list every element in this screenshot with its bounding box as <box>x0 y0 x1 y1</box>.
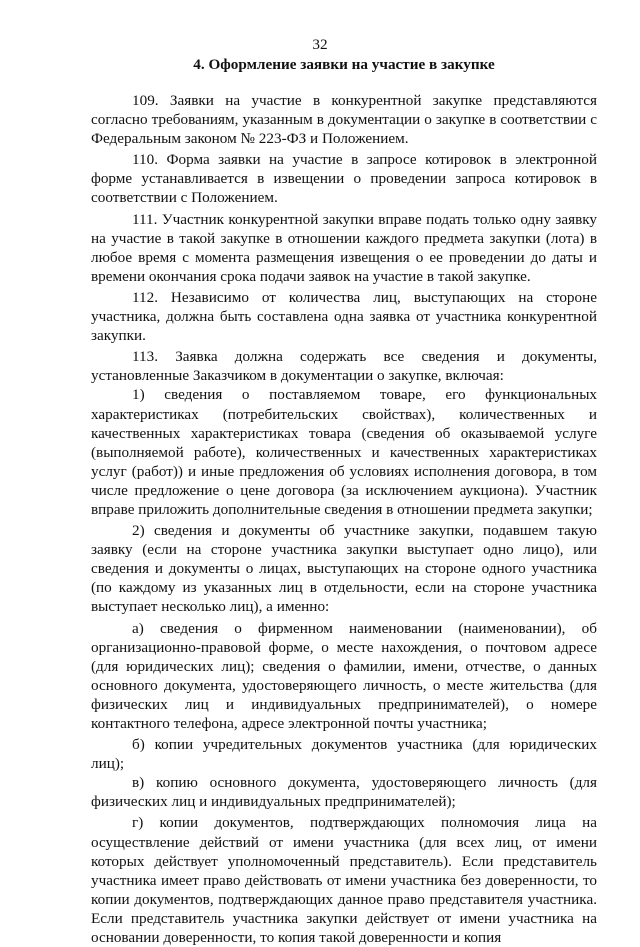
paragraph-111: 111. Участник конкурентной закупки вправе подать только одну заявку на участие в такой закупке в отношении каждого предмета закупки (лота) в любое время с момента размещения извещения о ее проведении до даты и времени окончания срока подачи заявок на участие в такой закупке. <box>91 210 597 285</box>
paragraph-112: 112. Независимо от количества лиц, выступающих на стороне участника, должна быть составлена одна заявка от участника конкурентной закупки. <box>91 288 597 345</box>
paragraph-110: 110. Форма заявки на участие в запросе котировок в электронной форме устанавливается в извещении о проведении запроса котировок в соответствии с Положением. <box>91 151 597 207</box>
paragraph-113: 113. Заявка должна содержать все сведения и документы, установленные Заказчиком в документации о закупке, включая: <box>91 348 597 385</box>
list-item-2: 2) сведения и документы об участнике закупки, подавшем такую заявку (если на стороне участника закупки выступает одно лицо), или сведения и документы о лицах, выступающих на стороне одного участника (по каждому из указанных лиц в отдельности, если на стороне участника выступает несколько лиц), а именно: <box>91 522 597 616</box>
sub-item-a: а) сведения о фирменном наименовании (наименовании), об организационно-правовой форме, о месте нахождения, о почтовом адресе (для юридических лиц); сведения о фамилии, имени, отчестве, о данных основного документа, удостоверяющего личность, о месте жительства (для физических лиц и индивидуальных предпринимателей), о номере контактного телефона, адресе электронной почты участника; <box>91 619 597 732</box>
section-heading: 4. Оформление заявки на участие в закупке <box>193 56 495 73</box>
paragraph-109: 109. Заявки на участие в конкурентной закупке представляются согласно требованиям, указанным в документации о закупке в соответствии с Федеральным законом № 223-ФЗ и Положением. <box>91 92 597 148</box>
list-item-1: 1) сведения о поставляемом товаре, его функциональных характеристиках (потребительских свойствах), количественных и качественных характеристиках товара (сведения об оказываемой услуге (выполняемой работе), количественных и качественных характеристиках услуг (работ)) и иные предложения об условиях исполнения договора, в том числе предложение о цене договора (за исключением аукциона). Участник вправе приложить дополнительные сведения в отношении предмета закупки; <box>91 386 597 518</box>
page-number: 32 <box>312 36 328 53</box>
sub-item-g: г) копии документов, подтверждающих полномочия лица на осуществление действий от имени участника (для всех лиц, от имени которых действует уполномоченный представитель). Если представитель участника имеет право действовать от имени участника без доверенности, то копии документов, подтверждающих данное право представителя участника. Если представитель участника закупки действует от имени участника на основании доверенности, то копия такой доверенности и копия <box>91 814 597 947</box>
sub-item-b: б) копии учредительных документов участника (для юридических лиц); <box>91 736 597 773</box>
sub-item-v: в) копию основного документа, удостоверяющего личность (для физических лиц и индивидуальных предпринимателей); <box>91 774 597 811</box>
document-body <box>91 91 597 947</box>
